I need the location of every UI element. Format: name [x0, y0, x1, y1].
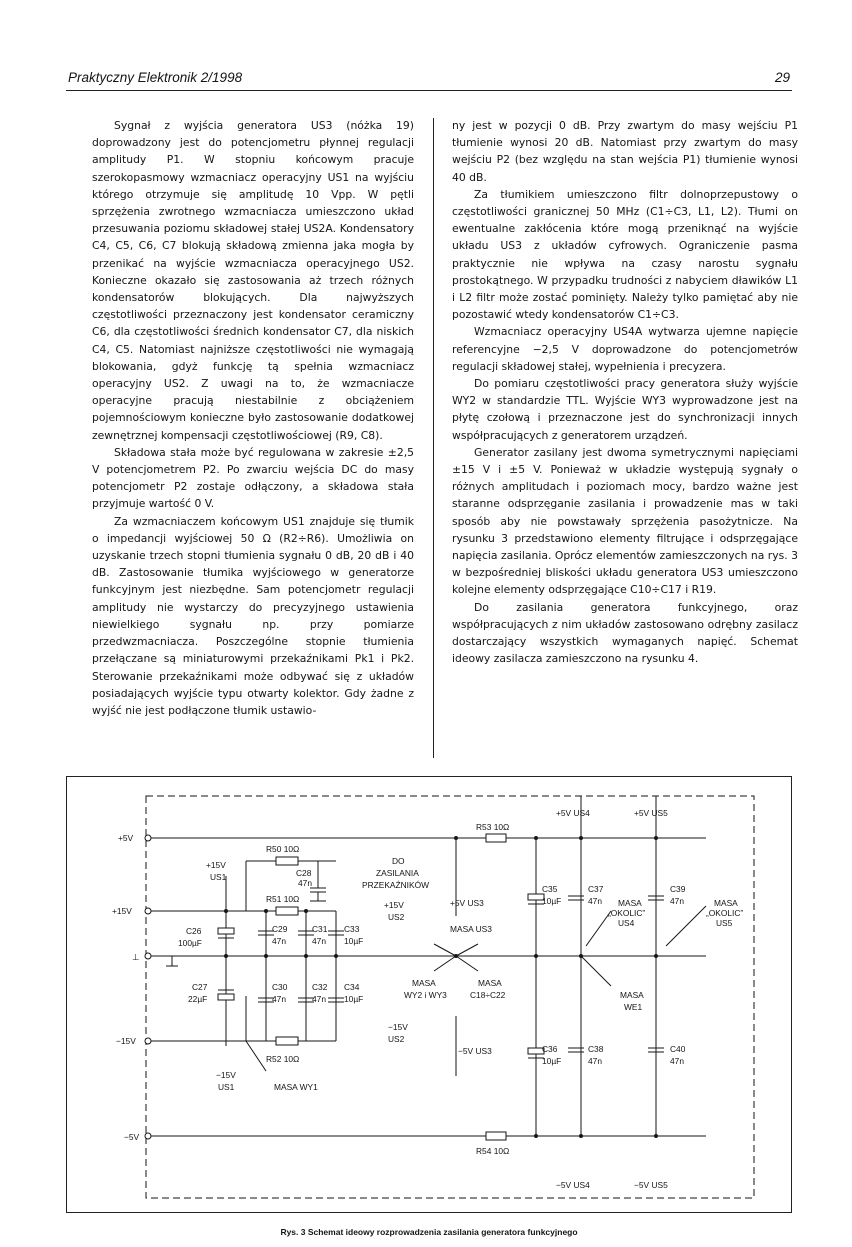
- label-c33-val: 10µF: [344, 936, 364, 946]
- label-wy2-wy3: WY2 i WY3: [404, 990, 447, 1000]
- label-m15v-bot: −15V: [216, 1070, 236, 1080]
- label-c26-val: 100µF: [178, 938, 202, 948]
- label-r50: R50 10Ω: [266, 844, 300, 854]
- rail-p5: +5V: [118, 833, 134, 843]
- label-do2: ZASILANIA: [376, 868, 419, 878]
- label-c39: C39: [670, 884, 686, 894]
- column-divider: [433, 118, 434, 758]
- label-do1: DO: [392, 856, 405, 866]
- label-c30-val: 47n: [272, 994, 286, 1004]
- label-p5v-us3: +5V US3: [450, 898, 484, 908]
- label-c37-val: 47n: [588, 896, 602, 906]
- label-m5-us4: −5V US4: [556, 1180, 590, 1190]
- label-c31: C31: [312, 924, 328, 934]
- paragraph: Składowa stała może być regulowana w zakresie ±2,5 V potencjometrem P2. Po zwarciu wejścia DC do masy potencjometr P2 zostaje odłączony, a składowa stała przyjmuje wartość 0 V.: [92, 445, 414, 511]
- label-okolic2: „OKOLIC”: [706, 908, 744, 918]
- label-us1-bot: US1: [218, 1082, 235, 1092]
- header-rule: [66, 90, 792, 91]
- paragraph: ny jest w pozycji 0 dB. Przy zwartym do masy wejściu P1 tłumienie wynosi 20 dB. Natomiast przy zwartym do masy wejściu P2 (bez względu na stan wejścia P1) tłumienie wynosi 40 dB.: [452, 119, 798, 184]
- label-r51: R51 10Ω: [266, 894, 300, 904]
- label-r52: R52 10Ω: [266, 1054, 300, 1064]
- label-c40-val: 47n: [670, 1056, 684, 1066]
- paragraph: Do zasilania generatora funkcyjnego, oraz współpracujących z nim układów zastosowano odrębny zasilacz dostarczający wszystkich wymaganych napięć. Schemat ideowy zasilacza zamieszczono na rysunku 4.: [452, 600, 798, 666]
- label-c30: C30: [272, 982, 288, 992]
- label-m15v-us2: −15V: [388, 1022, 408, 1032]
- power-distribution-schematic: [66, 776, 792, 1213]
- page-number: 29: [774, 70, 790, 85]
- figure-caption: Rys. 3 Schemat ideowy rozprowadzenia zasilania generatora funkcyjnego: [280, 1227, 578, 1237]
- label-c34: C34: [344, 982, 360, 992]
- label-m5v-us3: −5V US3: [458, 1046, 492, 1056]
- label-r54: R54 10Ω: [476, 1146, 510, 1156]
- label-c26: C26: [186, 926, 202, 936]
- label-m5-us5: −5V US5: [634, 1180, 668, 1190]
- label-us4-masa: US4: [618, 918, 635, 928]
- label-c27-val: 22µF: [188, 994, 208, 1004]
- label-c32: C32: [312, 982, 328, 992]
- label-c29: C29: [272, 924, 288, 934]
- label-c33: C33: [344, 924, 360, 934]
- label-p5-us4: +5V US4: [556, 808, 590, 818]
- label-p15v-us2: +15V: [384, 900, 404, 910]
- label-masa1: MASA: [618, 898, 642, 908]
- label-c31-val: 47n: [312, 936, 326, 946]
- label-do3: PRZEKAŹNIKÓW: [362, 880, 430, 890]
- label-c27: C27: [192, 982, 208, 992]
- label-c18-c22: C18÷C22: [470, 990, 506, 1000]
- label-c35-val: 10µF: [542, 896, 562, 906]
- label-us2-bot: US2: [388, 1034, 405, 1044]
- label-c29-val: 47n: [272, 936, 286, 946]
- label-masa-us3: MASA US3: [450, 924, 492, 934]
- right-column: [452, 117, 798, 668]
- label-c39-val: 47n: [670, 896, 684, 906]
- label-p15v-top: +15V: [206, 860, 226, 870]
- label-masa-wy: MASA: [412, 978, 436, 988]
- paragraph: Generator zasilany jest dwoma symetrycznymi napięciami ±15 V i ±5 V. Ponieważ w układzie występują sygnały o różnych amplitudach i poziomach mocy, bardzo ważne jest staranne odsprzęganie zasilania i prowadzenie mas w taki sposób aby nie powstawały sprzężenia pasożytnicze. Na rysunku 3 przedstawiono elementy filtrujące i odsprzęgające napięcia zasilania. Oprócz elementów zamieszczonych na rys. 3 w bezpośredniej bliskości układu generatora US3 umieszczono kolejne elementy odsprzęgające C10÷C17 i R19.: [452, 445, 798, 597]
- rail-p15: +15V: [112, 906, 132, 916]
- label-c28: C28: [296, 868, 312, 878]
- label-c35: C35: [542, 884, 558, 894]
- label-okolic1: „OKOLIC”: [608, 908, 646, 918]
- paragraph: Za wzmacniaczem końcowym US1 znajduje się tłumik o impedancji wyjściowej 50 Ω (R2÷R6). Umożliwia on uzyskanie trzech stopni tłumienia sygnału 0 dB, 20 dB i 40 dB. Zastosowanie tłumika wyjściowego w generatorze funkcyjnym jest niezbędne. Sam potencjometr regulacji amplitudy nie wystarczy do precyzyjnego ustawienia niewielkiego sygnału np. przy pomiarze przedwzmacniacza. Poszczególne stopnie tłumienia przełączane są miniaturowymi przekaźnikami Pk1 i Pk2. Sterowanie przekaźnikami może odbywać się z układów posiadających wyjście typu otwarty kolektor. Gdy żadne z wyjść nie jest podłączone tłumik ustawio-: [92, 514, 414, 717]
- label-we1: WE1: [624, 1002, 643, 1012]
- rail-m5: −5V: [124, 1132, 140, 1142]
- label-c34-val: 10µF: [344, 994, 364, 1004]
- label-masa-we: MASA: [620, 990, 644, 1000]
- label-masa-c: MASA: [478, 978, 502, 988]
- label-c38-val: 47n: [588, 1056, 602, 1066]
- rail-gnd: ⊥: [132, 952, 140, 962]
- label-masa-wy1: MASA WY1: [274, 1082, 318, 1092]
- rail-m15: −15V: [116, 1036, 136, 1046]
- label-c40: C40: [670, 1044, 686, 1054]
- label-p5-us5: +5V US5: [634, 808, 668, 818]
- label-c28-val: 47n: [298, 878, 312, 888]
- label-us1-top: US1: [210, 872, 227, 882]
- paragraph: Wzmacniacz operacyjny US4A wytwarza ujemne napięcie referencyjne −2,5 V doprowadzone do potencjometrów regulacji składowej stałej, wypełnienia i precyzera.: [452, 325, 798, 373]
- label-c32-val: 47n: [312, 994, 326, 1004]
- label-r53: R53 10Ω: [476, 822, 510, 832]
- paragraph: Do pomiaru częstotliwości pracy generatora służy wyjście WY2 w standardzie TTL. Wyjście WY3 wyprowadzone jest na płytę czołową i przeznaczone jest do synchronizacji innych współpracujących z generatorem urządzeń.: [452, 377, 798, 442]
- label-c36-val: 10µF: [542, 1056, 562, 1066]
- label-c37: C37: [588, 884, 604, 894]
- journal-title: Praktyczny Elektronik 2/1998: [68, 70, 243, 85]
- label-us5-masa: US5: [716, 918, 733, 928]
- label-masa2: MASA: [714, 898, 738, 908]
- left-column: [92, 117, 414, 719]
- label-c38: C38: [588, 1044, 604, 1054]
- label-c36: C36: [542, 1044, 558, 1054]
- paragraph: Sygnał z wyjścia generatora US3 (nóżka 19) doprowadzony jest do potencjometru płynnej regulacji amplitudy P1. W stopniu końcowym pracuje szerokopasmowy wzmacniacz operacyjny US1 na wyjściu którego otrzymuje się amplitudę 10 Vpp. W pętli sprzężenia zwrotnego wzmacniacza umieszczono układ przesuwania poziomu składowej stałej US2A. Kondensatory C4, C5, C6, C7 blokują składową zmienna jaka mogła by przenikać na wyjście wzmacniacza operacyjnego US2. Konieczne okazało się zastosowania aż trzech różnych kondensatorów blokujących. Dla najwyższych częstotliwości przeznaczony jest kondensator ceramiczny C6, dla częstotliwości średnich kondensator C7, dla niskich C4, C5. Natomiast najniższe częstotliwości nie wymagają blokowania, gdyż funkcję tą spełnia wzmacniacz operacyjny US2. Z uwagi na to, że wzmacniacze operacyjne pracują niestabilnie z obciążeniem pojemnościowym konieczne było zastosowanie dodatkowej zewnętrznej kompensacji częstotliwościowej (R9, C8).: [92, 119, 414, 442]
- label-us2-top: US2: [388, 912, 405, 922]
- paragraph: Za tłumikiem umieszczono filtr dolnoprzepustowy o częstotliwości granicznej 50 MHz (C1÷C3, L1, L2). Tłumi on ewentualne zakłócenia które mogą przeniknąć na wyjście układu US3 z układów cyfrowych. Ograniczenie pasma praktycznie nie wpływa na czasy narostu sygnału prostokątnego. W przypadku trudności z nabyciem dławików L1 i L2 filtr może zostać pominięty. Należy tylko pamiętać aby nie pozostawić wtedy kondensatorów C1÷C3.: [452, 187, 798, 322]
